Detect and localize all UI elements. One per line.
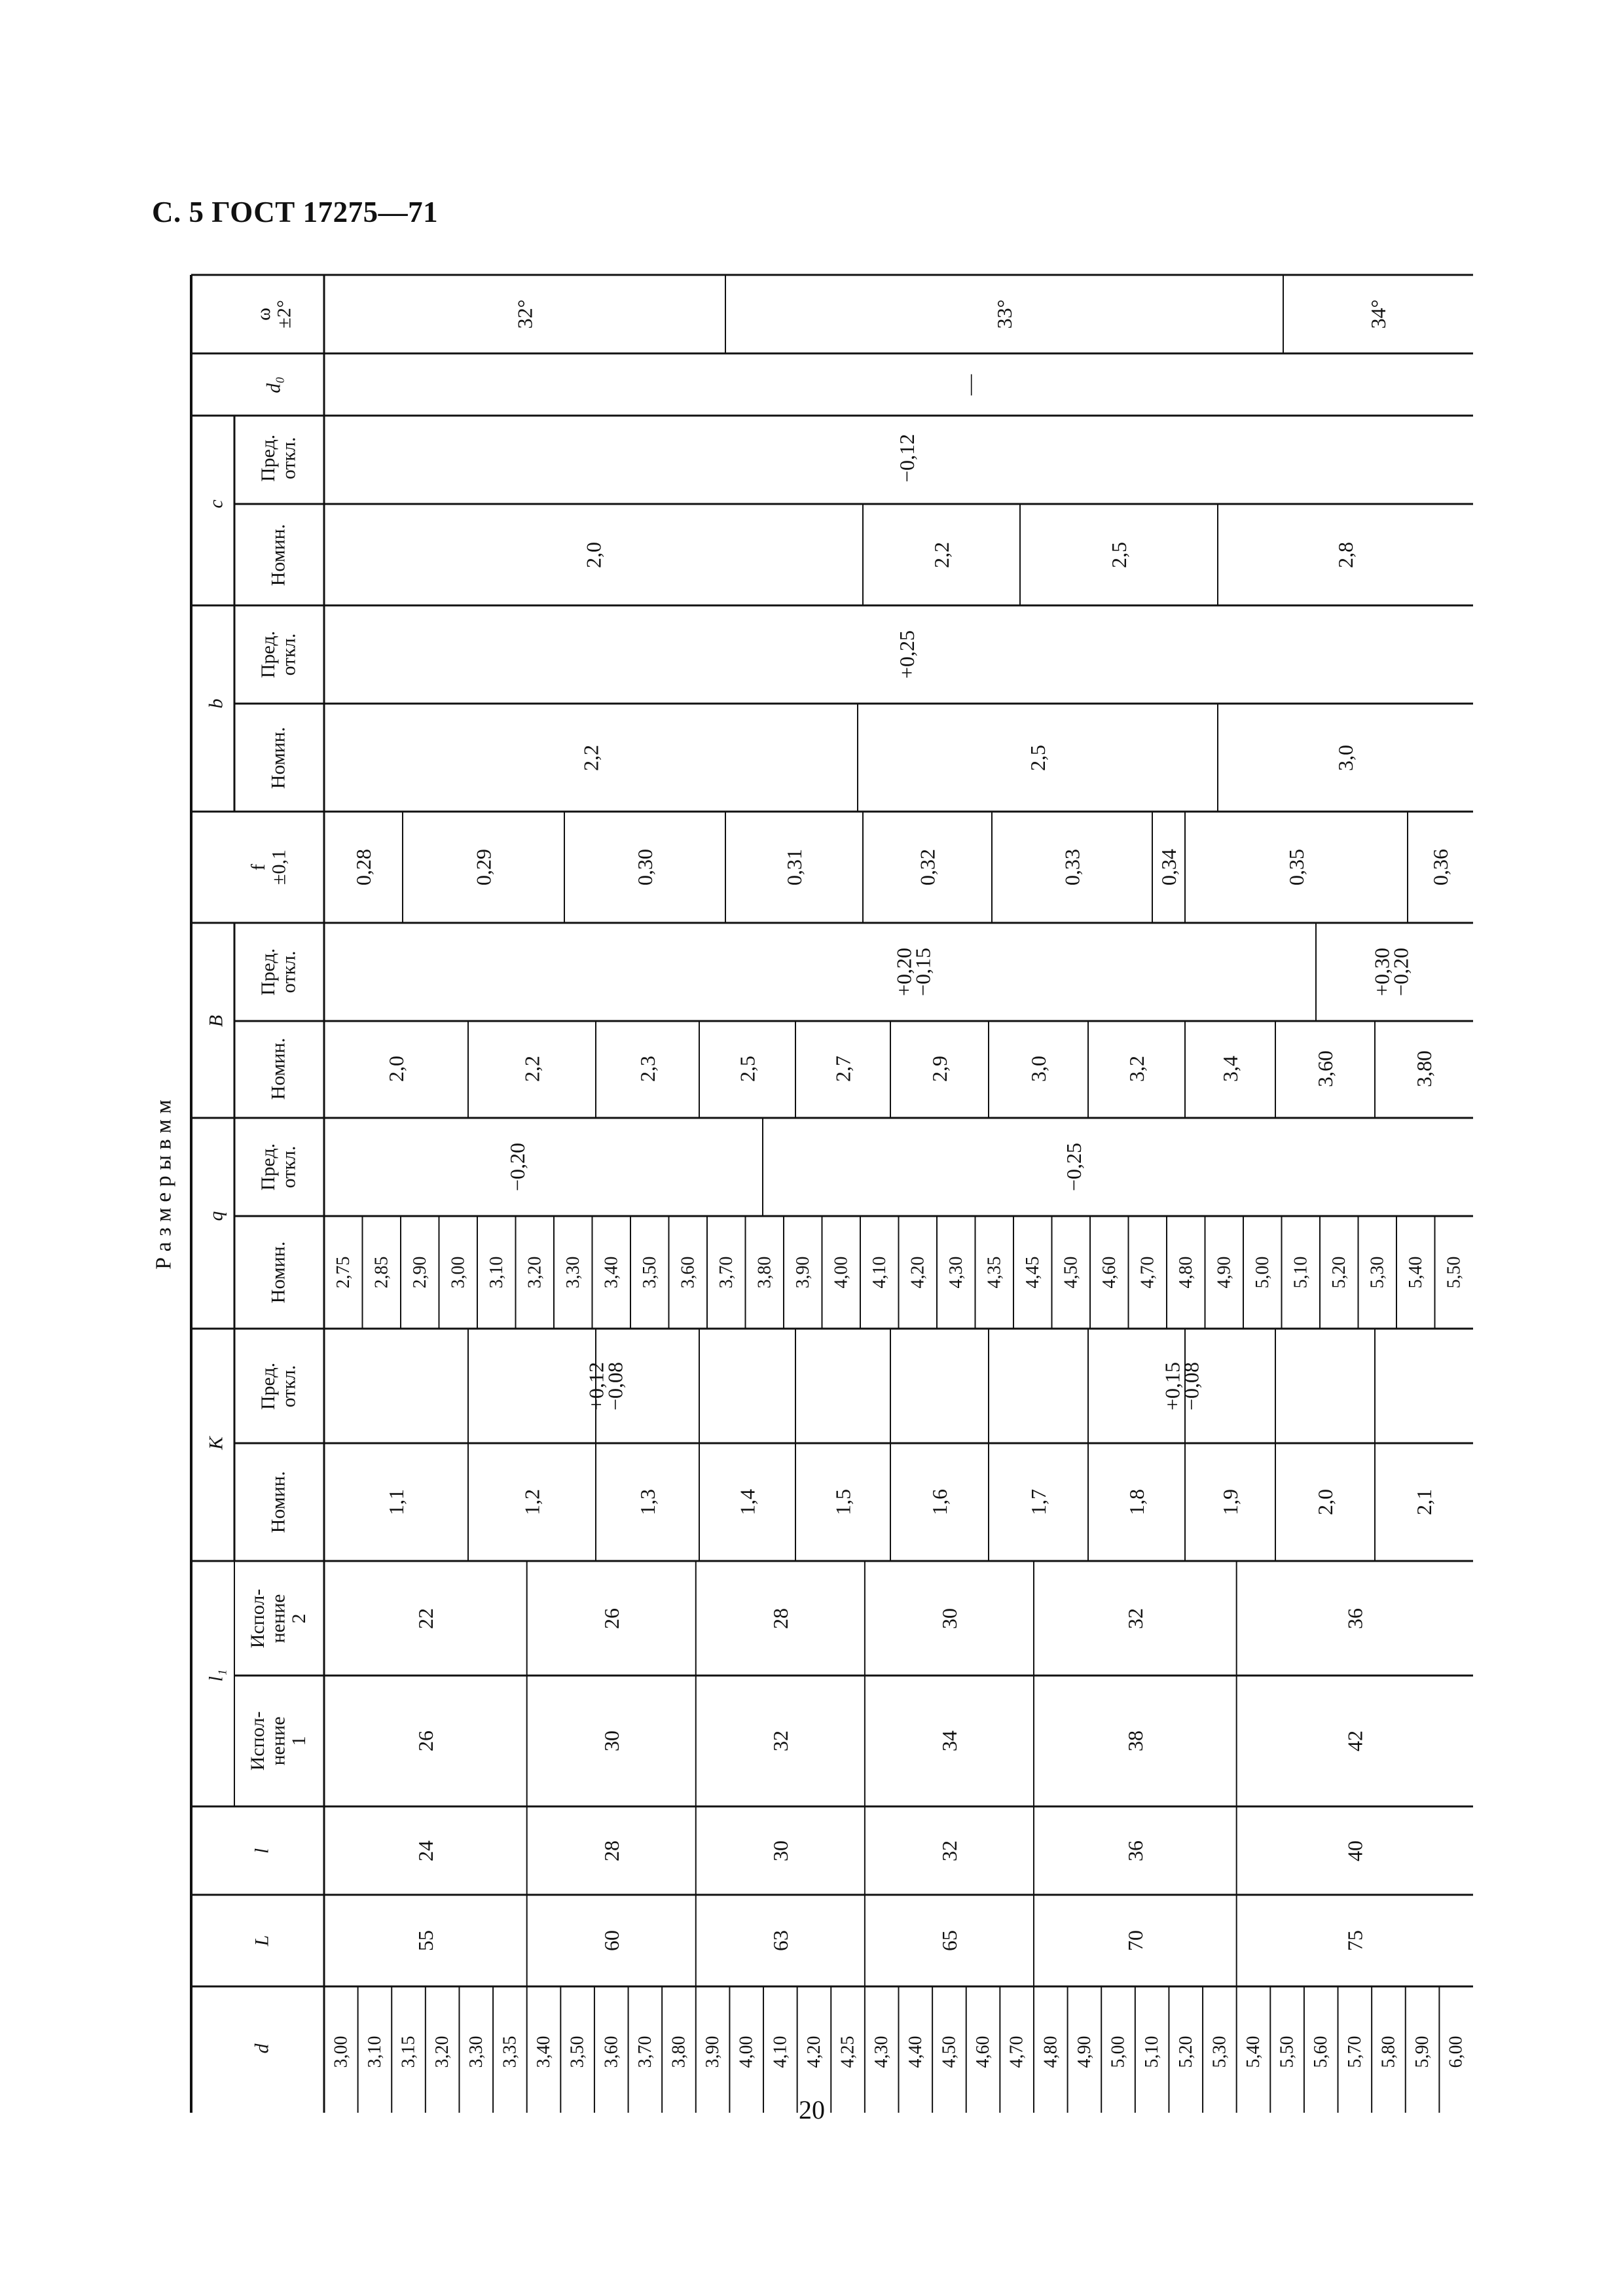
- c-pred-header: Пред.: [257, 434, 279, 482]
- d-cell: 3,70: [634, 2036, 655, 2068]
- B-nomin-cell: 2,7: [831, 1056, 855, 1082]
- q-nomin-cell: 2,90: [409, 1256, 430, 1289]
- K-nomin-cell: 1,1: [384, 1489, 408, 1515]
- L-header: L: [251, 1935, 273, 1946]
- l1-ispolnenie1-cell: 34: [937, 1731, 961, 1751]
- page-number: 20: [799, 2095, 825, 2125]
- B-nomin-cell: 3,4: [1218, 1056, 1242, 1082]
- f-header: f: [247, 864, 269, 870]
- B-nomin-cell: 2,0: [384, 1056, 408, 1082]
- d-cell: 3,40: [534, 2036, 555, 2068]
- l1-ispolnenie2-cell: 22: [413, 1608, 437, 1629]
- c-nomin-cell: 2,0: [581, 542, 606, 568]
- d-cell: 4,80: [1040, 2036, 1061, 2068]
- L-cell: 65: [937, 1930, 961, 1951]
- d-cell: 5,70: [1344, 2036, 1365, 2068]
- l-cell: 40: [1343, 1840, 1367, 1861]
- q-nomin-cell: 4,70: [1137, 1256, 1158, 1289]
- b-nomin-header: Номин.: [267, 726, 289, 789]
- K-tol-cell: −0,08: [603, 1361, 627, 1411]
- d-cell: 5,50: [1277, 2036, 1298, 2068]
- q-nomin-cell: 4,80: [1175, 1256, 1196, 1289]
- b-pred-header: Пред.: [257, 630, 279, 679]
- B-tol-cell: +0,30: [1370, 947, 1394, 997]
- q-nomin-cell: 4,00: [831, 1256, 852, 1289]
- q-nomin-cell: 3,20: [524, 1256, 545, 1289]
- L-cell: 75: [1343, 1930, 1367, 1951]
- d-cell: 4,30: [871, 2036, 892, 2068]
- q-nomin-cell: 5,10: [1290, 1256, 1311, 1289]
- b-tol-cell: +0,25: [895, 630, 919, 679]
- B-nomin-cell: 3,80: [1412, 1050, 1436, 1087]
- K-nomin-cell: 2,1: [1412, 1489, 1436, 1515]
- q-pred-header: Пред.: [257, 1143, 279, 1191]
- f-cell: 0,29: [471, 849, 496, 886]
- d-cell: 4,40: [905, 2036, 926, 2068]
- l1-ispolnenie1-cell: 30: [599, 1731, 623, 1751]
- l1-ispolnenie1-cell: 42: [1343, 1731, 1367, 1751]
- B-nomin-cell: 2,3: [636, 1056, 659, 1082]
- dimensions-caption: Р а з м е р ы в м м: [151, 1100, 176, 1270]
- l1-ispolnenie1-cell: 32: [768, 1731, 792, 1751]
- B-nomin-cell: 2,2: [520, 1056, 544, 1082]
- page-header: С. 5 ГОСТ 17275—71: [152, 196, 439, 228]
- d-cell: 5,00: [1108, 2036, 1129, 2068]
- q-nomin-cell: 4,50: [1061, 1256, 1082, 1289]
- c-nomin-cell: 2,8: [1334, 542, 1357, 568]
- q-nomin-cell: 3,60: [678, 1256, 699, 1289]
- q-nomin-cell: 3,90: [792, 1256, 813, 1289]
- q-nomin-cell: 4,90: [1214, 1256, 1235, 1289]
- B-nomin-cell: 3,2: [1125, 1056, 1148, 1082]
- K-nomin-cell: 1,8: [1125, 1489, 1148, 1515]
- c-nomin-cell: 2,2: [930, 542, 953, 568]
- l1-ispolnenie1-cell: 26: [413, 1731, 437, 1751]
- q-nomin-cell: 4,45: [1022, 1256, 1043, 1289]
- d-cell: 5,10: [1142, 2036, 1163, 2068]
- d0-cell: —: [957, 374, 981, 395]
- d-cell: 3,35: [500, 2036, 520, 2068]
- d-cell: 3,90: [702, 2036, 723, 2068]
- l1-ispolnenie2-cell: 36: [1343, 1608, 1367, 1629]
- K-tol-cell: −0,08: [1179, 1361, 1203, 1411]
- b-nomin-cell: 2,2: [579, 745, 603, 771]
- q-nomin-cell: 2,85: [371, 1256, 392, 1289]
- q-nomin-cell: 3,50: [639, 1256, 660, 1289]
- d-header: d: [251, 2043, 273, 2054]
- d0-header: d₀: [263, 376, 285, 393]
- b-nomin-cell: 3,0: [1334, 745, 1357, 771]
- l-cell: 28: [599, 1840, 623, 1861]
- d-cell: 3,50: [567, 2036, 588, 2068]
- b-pred-header: откл.: [278, 633, 300, 676]
- f-cell: 0,35: [1285, 849, 1308, 886]
- l-header: l: [251, 1848, 273, 1854]
- l1-ispolnenie2-cell: 30: [937, 1608, 961, 1629]
- q-nomin-cell: 5,30: [1367, 1256, 1388, 1289]
- table-grid: [191, 275, 1473, 2113]
- f-cell: 0,31: [782, 849, 806, 886]
- B-tol-cell: −0,15: [911, 947, 935, 997]
- omega-header: ω: [252, 308, 274, 321]
- q-nomin-cell: 4,10: [869, 1256, 890, 1289]
- d-cell: 4,20: [803, 2036, 824, 2068]
- B-nomin-cell: 2,9: [928, 1056, 951, 1082]
- q-nomin-cell: 5,20: [1328, 1256, 1349, 1289]
- L-cell: 60: [599, 1930, 623, 1951]
- c-pred-header: откл.: [278, 437, 300, 480]
- K-nomin-cell: 1,5: [831, 1489, 855, 1515]
- ispolnenie2-header: Испол-: [247, 1588, 268, 1649]
- d-cell: 5,20: [1175, 2036, 1196, 2068]
- q-nomin-cell: 3,00: [448, 1256, 469, 1289]
- ispolnenie1-header: 1: [288, 1736, 310, 1746]
- q-header: q: [205, 1211, 227, 1221]
- q-pred-header: откл.: [278, 1145, 300, 1189]
- d-cell: 3,00: [331, 2036, 352, 2068]
- d-cell: 4,50: [939, 2036, 960, 2068]
- d-cell: 5,90: [1412, 2036, 1433, 2068]
- q-nomin-cell: 4,60: [1099, 1256, 1120, 1289]
- f-header: ±0,1: [268, 850, 290, 885]
- f-cell: 0,32: [915, 849, 939, 886]
- omega-cell: 32°: [513, 299, 537, 329]
- q-tol-cell: −0,20: [505, 1142, 529, 1192]
- B-pred-header: откл.: [278, 950, 300, 994]
- f-cell: 0,30: [633, 849, 657, 886]
- K-nomin-cell: 2,0: [1313, 1489, 1337, 1515]
- q-nomin-cell: 5,40: [1405, 1256, 1426, 1289]
- q-nomin-cell: 3,70: [716, 1256, 737, 1289]
- d-cell: 5,30: [1209, 2036, 1230, 2068]
- q-nomin-cell: 3,40: [601, 1256, 622, 1289]
- table-text: [152, 300, 1467, 2068]
- l1-header: l₁: [205, 1669, 227, 1682]
- f-cell: 0,28: [352, 849, 375, 886]
- q-nomin-cell: 2,75: [333, 1256, 354, 1289]
- l1-ispolnenie2-cell: 32: [1123, 1608, 1147, 1629]
- B-nomin-cell: 2,5: [735, 1056, 759, 1082]
- K-nomin-cell: 1,2: [520, 1489, 544, 1515]
- ispolnenie2-header: нение: [267, 1594, 289, 1643]
- d-cell: 5,40: [1243, 2036, 1264, 2068]
- q-nomin-header: Номин.: [267, 1241, 289, 1304]
- q-tol-cell: −0,25: [1062, 1142, 1085, 1192]
- d-cell: 5,60: [1311, 2036, 1332, 2068]
- q-nomin-cell: 4,30: [945, 1256, 966, 1289]
- K-tol-cell: +0,12: [584, 1361, 608, 1411]
- d-cell: 3,80: [668, 2036, 689, 2068]
- d-cell: 4,25: [837, 2036, 858, 2068]
- l-cell: 36: [1123, 1840, 1147, 1861]
- d-cell: 3,20: [432, 2036, 453, 2068]
- d-cell: 6,00: [1446, 2036, 1467, 2068]
- f-cell: 0,36: [1429, 849, 1452, 886]
- omega-header: ±2°: [273, 300, 295, 329]
- d-cell: 3,30: [465, 2036, 486, 2068]
- f-cell: 0,33: [1060, 849, 1084, 886]
- B-nomin-cell: 3,60: [1313, 1050, 1337, 1087]
- d-cell: 3,10: [364, 2036, 385, 2068]
- K-nomin-cell: 1,3: [636, 1489, 659, 1515]
- B-tol-cell: −0,20: [1389, 947, 1413, 997]
- b-nomin-cell: 2,5: [1026, 745, 1049, 771]
- c-header: c: [205, 499, 227, 509]
- c-tol-cell: −0,12: [895, 433, 919, 483]
- omega-cell: 33°: [993, 299, 1016, 329]
- K-pred-header: Пред.: [257, 1362, 279, 1410]
- L-cell: 55: [413, 1930, 437, 1951]
- b-header: b: [205, 698, 227, 709]
- B-header: B: [205, 1014, 227, 1028]
- L-cell: 70: [1123, 1930, 1147, 1951]
- q-nomin-cell: 5,00: [1252, 1256, 1273, 1289]
- l1-ispolnenie2-cell: 28: [768, 1608, 792, 1629]
- K-nomin-cell: 1,9: [1218, 1489, 1242, 1515]
- q-nomin-cell: 3,10: [486, 1256, 507, 1289]
- q-nomin-cell: 5,50: [1444, 1256, 1465, 1289]
- K-header: K: [205, 1436, 227, 1450]
- d-cell: 4,10: [770, 2036, 791, 2068]
- d-cell: 4,00: [736, 2036, 757, 2068]
- l1-ispolnenie2-cell: 26: [599, 1608, 623, 1629]
- omega-cell: 34°: [1366, 299, 1390, 329]
- q-nomin-cell: 4,20: [907, 1256, 928, 1289]
- d-cell: 3,60: [601, 2036, 622, 2068]
- ispolnenie1-header: Испол-: [247, 1711, 268, 1771]
- K-pred-header: откл.: [278, 1365, 300, 1408]
- q-nomin-cell: 3,80: [754, 1256, 775, 1289]
- c-nomin-header: Номин.: [267, 524, 289, 586]
- q-nomin-cell: 4,35: [984, 1256, 1005, 1289]
- B-nomin-header: Номин.: [267, 1037, 289, 1100]
- l1-ispolnenie1-cell: 38: [1123, 1731, 1147, 1751]
- d-cell: 4,90: [1074, 2036, 1095, 2068]
- l-cell: 24: [413, 1840, 437, 1861]
- K-nomin-cell: 1,7: [1027, 1489, 1050, 1515]
- c-nomin-cell: 2,5: [1107, 542, 1131, 568]
- l-cell: 32: [937, 1840, 961, 1861]
- B-tol-cell: +0,20: [892, 947, 916, 997]
- d-cell: 4,70: [1006, 2036, 1027, 2068]
- ispolnenie2-header: 2: [288, 1613, 310, 1624]
- d-cell: 5,80: [1378, 2036, 1399, 2068]
- B-pred-header: Пред.: [257, 948, 279, 996]
- L-cell: 63: [768, 1930, 792, 1951]
- K-nomin-cell: 1,6: [928, 1489, 951, 1515]
- q-nomin-cell: 3,30: [562, 1256, 583, 1289]
- K-nomin-cell: 1,4: [735, 1489, 759, 1515]
- B-nomin-cell: 3,0: [1027, 1056, 1050, 1082]
- d-cell: 4,60: [973, 2036, 994, 2068]
- d-cell: 3,15: [398, 2036, 419, 2068]
- K-nomin-header: Номин.: [267, 1471, 289, 1534]
- f-cell: 0,34: [1157, 849, 1180, 886]
- ispolnenie1-header: нение: [267, 1716, 289, 1766]
- K-tol-cell: +0,15: [1160, 1361, 1184, 1411]
- l-cell: 30: [768, 1840, 792, 1861]
